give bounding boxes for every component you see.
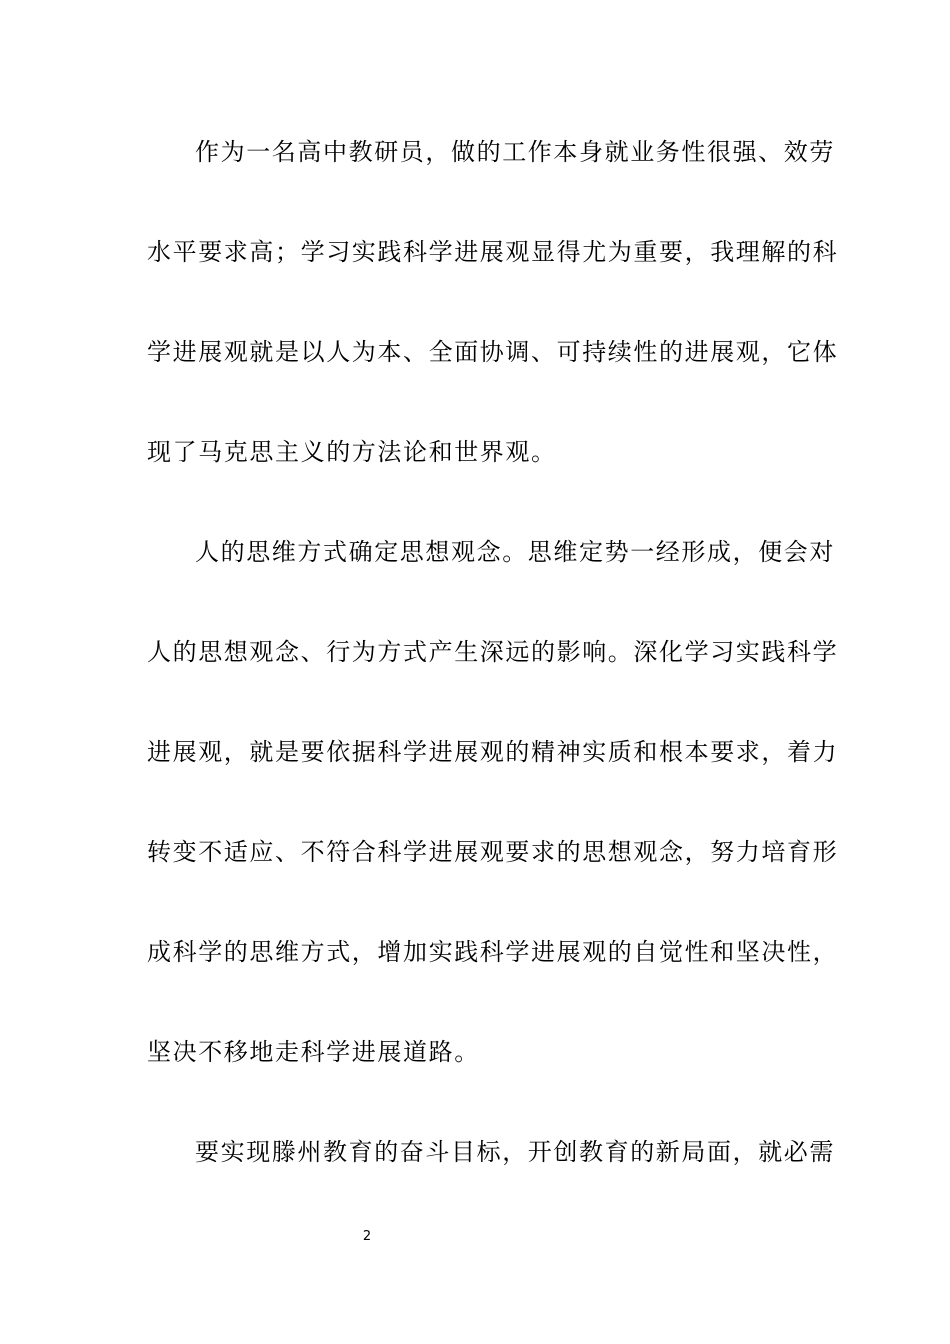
page-number: 2 [362, 1229, 372, 1244]
paragraph-line: 进展观，就是要依据科学进展观的精神实质和根本要求，着力 [147, 738, 839, 766]
paragraph-line: 成科学的思维方式，增加实践科学进展观的自觉性和坚决性， [147, 938, 839, 966]
paragraph-line: 坚决不移地走科学进展道路。 [147, 1038, 480, 1066]
paragraph-line: 人的思维方式确定思想观念。思维定势一经形成，便会对 [195, 538, 835, 566]
paragraph-line: 学进展观就是以人为本、全面协调、可持续性的进展观，它体 [147, 338, 839, 366]
paragraph-line: 水平要求高；学习实践科学进展观显得尤为重要，我理解的科 [147, 238, 839, 266]
paragraph-line: 要实现滕州教育的奋斗目标，开创教育的新局面，就必需 [195, 1138, 835, 1166]
paragraph-line: 现了马克思主义的方法论和世界观。 [147, 438, 557, 466]
paragraph-line: 作为一名高中教研员，做的工作本身就业务性很强、效劳 [195, 138, 835, 166]
paragraph-line: 人的思想观念、行为方式产生深远的影响。深化学习实践科学 [147, 638, 839, 666]
paragraph-line: 转变不适应、不符合科学进展观要求的思想观念，努力培育形 [147, 838, 839, 866]
